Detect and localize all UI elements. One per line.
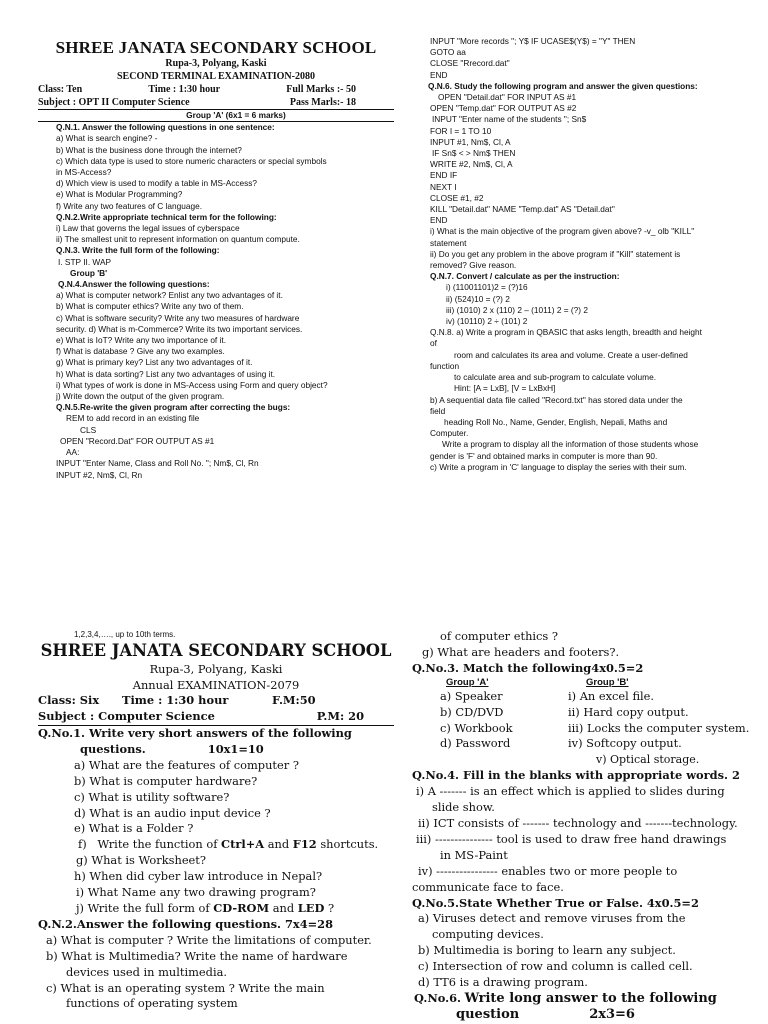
item-text: Write the function of: [97, 837, 222, 852]
list-item: computing devices.: [432, 927, 544, 942]
list-item: a) What is computer ? Write the limitations of computer.: [46, 932, 372, 947]
list-item: ii) Do you get any problem in the above program if "Kill" statement is: [430, 248, 681, 259]
q1-list: [38, 758, 394, 917]
q1-marks: 10x1=10: [207, 741, 264, 756]
list-item: f) What is database ? Give any two examples.: [56, 346, 225, 357]
list-item: CLS: [80, 424, 97, 435]
q1-heading-text: questions.: [80, 741, 146, 756]
list-item: devices used in multimedia.: [66, 964, 228, 979]
school-address-2: Rupa-3, Polyang, Kaski: [149, 662, 283, 676]
question-heading: Group 'B': [70, 267, 108, 278]
q6-heading: [412, 991, 762, 1007]
question-heading: Q.N.5.Re-write the given program after correcting the bugs:: [56, 402, 291, 413]
list-item: e) What is IoT? Write any two importance of it.: [56, 335, 226, 346]
time-label-2: Time : 1:30 hour: [122, 693, 229, 708]
item-label: j): [76, 900, 84, 915]
list-item: iii) --------------- tool is used to draw free hand drawings: [416, 831, 727, 846]
list-item: INPUT "Enter Name, Class and Roll No. "; Nm$, Cl, Rn: [56, 458, 259, 469]
school-address: Rupa-3, Polyang, Kaski: [165, 58, 267, 69]
list-item: f) Write any two features of C language.: [56, 200, 203, 211]
item-label: f): [78, 837, 87, 852]
match-b-item: i) An excel file.: [568, 688, 655, 703]
list-item: NEXT I: [430, 181, 457, 192]
q1-heading: Q.No.1. Write very short answers of the following: [38, 726, 352, 740]
match-a-item: a) Speaker: [440, 688, 503, 703]
continued-text: of computer ethics ?: [440, 629, 558, 643]
paper1-right-column: [428, 36, 758, 473]
shortcut-key: F12: [292, 837, 317, 852]
list-item: heading Roll No., Name, Gender, English, Nepali, Maths and: [444, 416, 668, 427]
question-heading: Q.N.6. Study the following program and answer the given questions:: [428, 80, 698, 91]
match-b-item: iii) Locks the computer system.: [568, 720, 750, 735]
list-item: CLOSE #1, #2: [430, 192, 484, 203]
list-item: b) Multimedia is boring to learn any subject.: [418, 943, 676, 958]
shortcut-key: Ctrl+A: [221, 837, 265, 852]
list-item: of: [430, 338, 437, 349]
question-heading: Q.N.4.Answer the following questions:: [58, 279, 210, 290]
school-title: SHREE JANATA SECONDARY SCHOOL: [55, 38, 377, 57]
list-item: i) What types of work is done in MS-Access using Form and query object?: [56, 379, 328, 390]
match-a-item: d) Password: [440, 736, 511, 751]
list-item: OPEN "Detail.dat" FOR INPUT AS #1: [438, 92, 577, 103]
list-item: a) What is search engine? -: [56, 133, 158, 144]
group-b-column-heading: Group 'B': [586, 676, 629, 688]
match-table: [412, 689, 762, 769]
match-a-item: b) CD/DVD: [440, 704, 504, 719]
q4-list: [412, 784, 762, 895]
list-item: END: [430, 215, 448, 226]
q6-marks: 2x3=6: [589, 1006, 635, 1022]
question-heading: Q.N.3. Write the full form of the following:: [56, 245, 220, 256]
q3-heading: Q.No.3. Match the following4x0.5=2: [412, 660, 644, 675]
list-item: FOR I = 1 TO 10: [430, 125, 492, 136]
q6-heading-cont: [412, 1007, 762, 1023]
list-item: Hint: [A = LxB], [V = LxBxH]: [454, 383, 556, 394]
list-item: room and calculates its area and volume. Create a user-defined: [454, 349, 688, 360]
group-a-heading: Group 'A' (6x1 = 6 marks): [38, 110, 394, 122]
list-item: slide show.: [432, 800, 495, 815]
list-item: g) What is primary key? List any two advantages of it.: [56, 357, 253, 368]
pm-label: P.M: 20: [316, 709, 364, 724]
q6-text: Write long answer to the following: [464, 990, 717, 1006]
list-item: i) What is the main objective of the program given above? -v_ olb "KILL": [430, 226, 695, 237]
abbr-term: CD-ROM: [213, 900, 270, 915]
list-item: INPUT "Enter name of the students "; Sn$: [432, 114, 587, 125]
carry-over-line: 1,2,3,4,…., up to 10th terms.: [74, 630, 176, 639]
list-item: in MS-Access?: [56, 167, 112, 178]
list-item: statement: [430, 237, 467, 248]
list-item: AA:: [66, 447, 80, 458]
item-text: and: [269, 900, 298, 915]
list-item: iii) (1010) 2 x (110) 2 – (1011) 2 = (?) 2: [446, 304, 588, 315]
list-item: IF Sn$ < > Nm$ THEN: [432, 148, 516, 159]
q4-heading: Q.No.4. Fill in the blanks with appropriate words. 2: [412, 768, 740, 783]
paper2-left-column: [38, 630, 394, 1012]
subject-row: [38, 96, 394, 110]
exam-title-2: Annual EXAMINATION-2079: [132, 677, 300, 692]
list-item: e) What is Modular Programming?: [56, 189, 183, 200]
list-item: c) Which data type is used to store numeric characters or special symbols: [56, 155, 327, 166]
list-item: a) Viruses detect and remove viruses from the: [418, 911, 686, 926]
list-item: Computer.: [430, 428, 469, 439]
list-item: b) A sequential data file called "Record.txt" has stored data under the: [430, 394, 683, 405]
list-item: communicate face to face.: [412, 879, 564, 894]
list-item: gender is 'F' and obtained marks in computer is more than 90.: [430, 450, 658, 461]
exam-title: SECOND TERMINAL EXAMINATION-2080: [117, 70, 315, 82]
list-item: c) What is utility software?: [74, 789, 230, 804]
item-text: and: [264, 837, 293, 852]
list-item: INPUT #2, Nm$, Cl, Rn: [56, 469, 143, 480]
list-item: functions of operating system: [66, 996, 238, 1011]
match-a-item: c) Workbook: [440, 720, 513, 735]
paper1-left-column: [38, 38, 394, 481]
list-item-j: [74, 901, 394, 917]
list-item: Write a program to display all the information of those students whose: [442, 439, 699, 450]
item-text: Write the full form of: [87, 900, 214, 915]
list-item: iv) ---------------- enables two or more people to: [418, 863, 678, 878]
class-label: Class: Ten: [38, 84, 83, 95]
paper1-right-lines: [428, 36, 758, 473]
list-item: h) When did cyber law introduce in Nepal?: [74, 869, 323, 884]
group-a-column-heading: Group 'A': [446, 676, 489, 688]
list-item: field: [430, 405, 446, 416]
match-b-item: ii) Hard copy output.: [568, 704, 689, 719]
list-item: OPEN "Record.Dat" FOR OUTPUT AS #1: [60, 435, 215, 446]
full-marks-label: Full Marks :- 50: [286, 84, 356, 95]
list-item: c) What is an operating system ? Write the main: [46, 980, 325, 995]
question-heading: Q.N.2.Write appropriate technical term for the following:: [56, 211, 277, 222]
q5-heading: Q.No.5.State Whether True or False. 4x0.5=2: [412, 895, 699, 910]
list-item: g) What is Worksheet?: [76, 853, 206, 868]
list-item: a) What is computer network? Enlist any two advantages of it.: [56, 290, 283, 301]
list-item: b) What is computer ethics? Write any two of them.: [56, 301, 244, 312]
list-item: to calculate area and sub-program to calculate volume.: [454, 372, 657, 383]
list-item: END IF: [430, 170, 458, 181]
school-title-2: SHREE JANATA SECONDARY SCHOOL: [40, 641, 392, 660]
list-item: g) What are headers and footers?.: [422, 644, 620, 659]
paper1-left-lines: [38, 122, 394, 481]
list-item-f: [74, 837, 394, 853]
list-item: i) What Name any two drawing program?: [76, 885, 316, 900]
q2-list: [38, 933, 394, 1013]
list-item: i) Law that governs the legal issues of cyberspace: [56, 223, 240, 234]
list-item: KILL "Detail.dat" NAME "Temp.dat" AS "Detail.dat": [430, 204, 615, 215]
list-item: GOTO aa: [430, 47, 466, 58]
question-heading: Q.N.7. Convert / calculate as per the instruction:: [430, 271, 620, 282]
list-item: Q.N.8. a) Write a program in QBASIC that asks length, breadth and height: [430, 327, 702, 338]
list-item: security. d) What is m-Commerce? Write its two important services.: [56, 323, 303, 334]
list-item: b) What is computer hardware?: [74, 773, 258, 788]
match-b-item: v) Optical storage.: [596, 753, 700, 767]
list-item: e) What is a Folder ?: [74, 821, 194, 836]
match-b-item: iv) Softcopy output.: [568, 736, 682, 751]
question-heading: Q.N.1. Answer the following questions in one sentence:: [56, 122, 275, 133]
list-item: WRITE #2, Nm$, Cl, A: [430, 159, 513, 170]
list-item: in MS-Paint: [440, 847, 508, 862]
list-item: END: [430, 69, 448, 80]
list-item: d) TT6 is a drawing program.: [418, 975, 588, 990]
paper2-right-column: [412, 629, 762, 1023]
item-text: ?: [324, 900, 335, 915]
list-item: d) Which view is used to modify a table in MS-Access?: [56, 178, 258, 189]
list-item: ii) ICT consists of ------- technology and -------technology.: [418, 815, 738, 830]
list-item: CLOSE "Rrecord.dat": [430, 58, 510, 69]
list-item: a) What are the features of computer ?: [74, 757, 299, 772]
list-item: I. STP II. WAP: [58, 256, 112, 267]
list-item: OPEN "Temp.dat" FOR OUTPUT AS #2: [430, 103, 577, 114]
list-item: ii) The smallest unit to represent information on quantum compute.: [56, 234, 300, 245]
item-text: shortcuts.: [316, 837, 379, 852]
list-item: INPUT #1, Nm$, Cl, A: [430, 136, 511, 147]
match-table-header: [412, 677, 762, 689]
fm-label: F.M:50: [272, 693, 316, 708]
list-item: ii) (524)10 = (?) 2: [446, 293, 510, 304]
list-item: function: [430, 360, 460, 371]
list-item: c) Write a program in 'C' language to display the series with their sum.: [430, 461, 687, 472]
list-item: b) What is Multimedia? Write the name of hardware: [46, 948, 348, 963]
pass-marks-label: Pass Marls:- 18: [289, 97, 356, 108]
subject-label: Subject : OPT II Computer Science: [38, 97, 190, 108]
time-label: Time : 1:30 hour: [148, 84, 221, 95]
list-item: j) Write down the output of the given program.: [56, 391, 225, 402]
abbr-term: LED: [297, 900, 325, 915]
exam-meta-row: [38, 83, 394, 96]
q6-label: Q.No.6.: [414, 990, 461, 1005]
list-item: c) What is software security? Write any two measures of hardware: [56, 312, 300, 323]
subject-label-2: Subject : Computer Science: [38, 709, 215, 724]
list-item: i) (11001101)2 = (?)16: [446, 282, 528, 293]
q1-heading-cont: [38, 742, 394, 758]
list-item: i) A ------- is an effect which is applied to slides during: [416, 784, 725, 799]
subject-row-2: [38, 709, 394, 726]
list-item: d) What is an audio input device ?: [74, 805, 271, 820]
list-item: c) Intersection of row and column is called cell.: [418, 959, 693, 974]
class-label-2: Class: Six: [38, 693, 100, 708]
q2-heading: Q.N.2.Answer the following questions. 7x4=28: [38, 916, 334, 931]
list-item: INPUT "More records "; Y$ IF UCASE$(Y$) = "Y" THEN: [430, 36, 636, 46]
exam-meta-row-2: [38, 693, 394, 709]
q6-text-2: question: [456, 1006, 520, 1022]
list-item: b) What is the business done through the internet?: [56, 144, 242, 155]
list-item: removed? Give reason.: [430, 260, 517, 271]
list-item: iv) (10110) 2 ÷ (101) 2: [446, 316, 528, 327]
list-item: REM to add record in an existing file: [66, 413, 200, 424]
q5-list: [412, 911, 762, 991]
list-item: h) What is data sorting? List any two advantages of using it.: [56, 368, 276, 379]
